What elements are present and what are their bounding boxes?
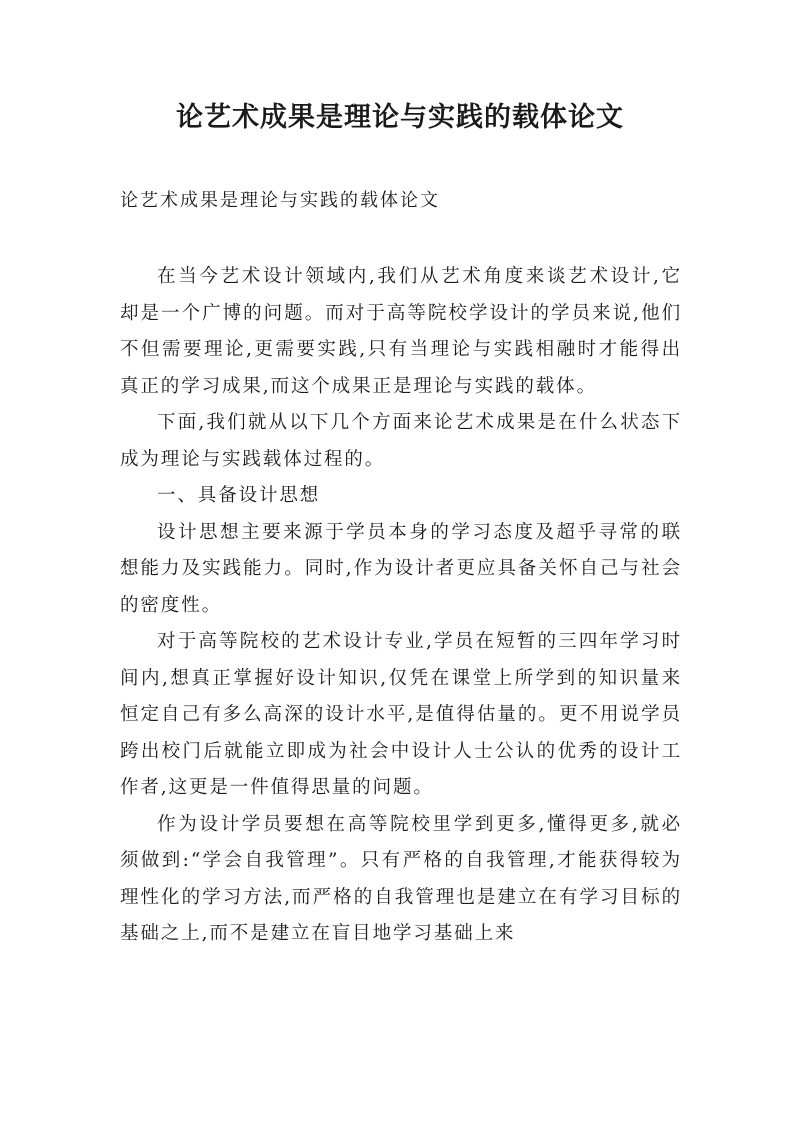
document-body <box>120 259 682 953</box>
paragraph: 设计思想主要来源于学员本身的学习态度及超乎寻常的联想能力及实践能力。同时,作为设计者更应具备关怀自己与社会的密度性。 <box>120 521 682 616</box>
paragraph: 作为设计学员要想在高等院校里学到更多,懂得更多,就必须做到:“学会自我管理”。只有严格的自我管理,才能获得较为理性化的学习方法,而严格的自我管理也是建立在有学习目标的基础之上,而不是建立在盲目地学习基础上来 <box>120 813 682 944</box>
paragraph: 下面,我们就从以下几个方面来论艺术成果是在什么状态下成为理论与实践载体过程的。 <box>120 412 682 470</box>
paragraph: 对于高等院校的艺术设计专业,学员在短暂的三四年学习时间内,想真正掌握好设计知识,仅凭在课堂上所学到的知识量来恒定自己有多么高深的设计水平,是值得估量的。更不用说学员跨出校门后就能立即成为社会中设计人士公认的优秀的设计工作者,这更是一件值得思量的问题。 <box>120 631 682 798</box>
document-title: 论艺术成果是理论与实践的载体论文 <box>176 102 624 133</box>
document-subtitle: 论艺术成果是理论与实践的载体论文 <box>120 190 440 211</box>
paragraph: 在当今艺术设计领域内,我们从艺术角度来谈艺术设计,它却是一个广博的问题。而对于高等院校学设计的学员来说,他们不但需要理论,更需要实践,只有当理论与实践相融时才能得出真正的学习成果,而这个成果正是理论与实践的载体。 <box>120 266 682 397</box>
section-heading: 一、具备设计思想 <box>157 485 321 506</box>
